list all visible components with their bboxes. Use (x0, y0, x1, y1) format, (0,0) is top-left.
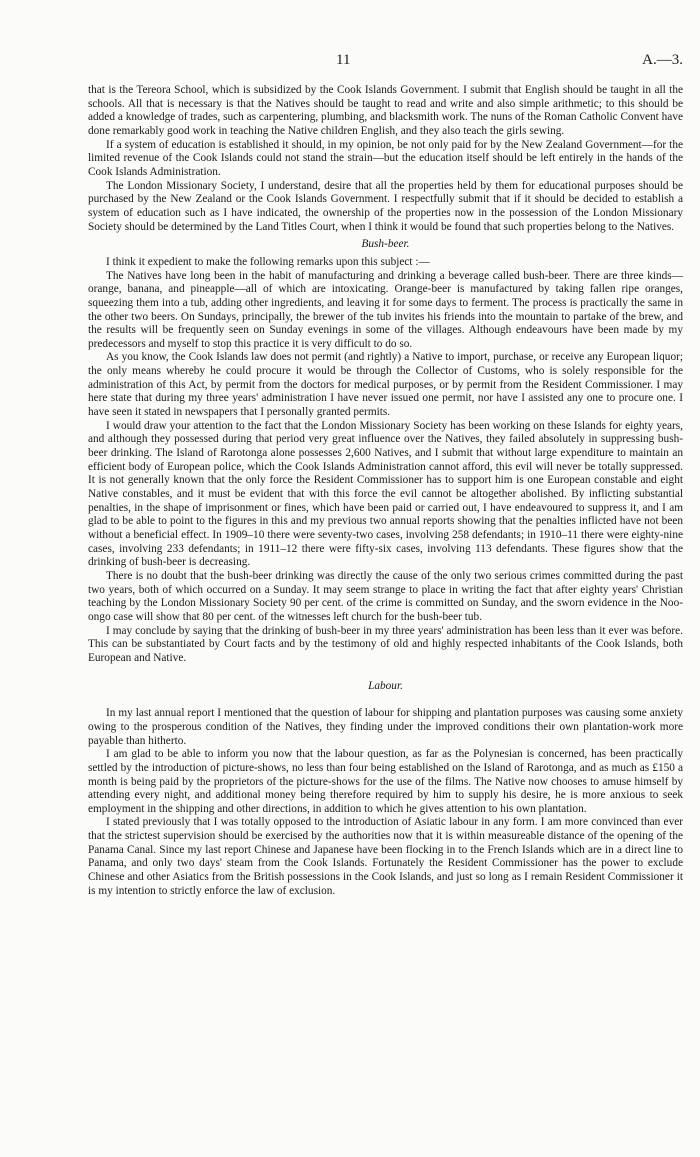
section-heading-bush-beer: Bush-beer. (361, 238, 410, 251)
document-reference: A.—3. (642, 52, 683, 68)
section-heading-labour: Labour. (368, 679, 403, 692)
paragraph: I think it expedient to make the following remarks upon this subject :— (106, 255, 430, 268)
body-text (88, 84, 683, 898)
paragraph: There is no doubt that the bush-beer drinking was directly the cause of the only two serious crimes committed during the past two years, both of which occurred on a Sunday. It may seem strange to place in writing the fact that after eighty years' Christian teaching by the London Missionary Society 90 per cent. of the crime is committed on Sunday, and the sworn evidence in the Noo-ongo case will show that 80 per cent. of the witnesses left church for the bush-beer tub. (88, 569, 683, 623)
paragraph: I am glad to be able to inform you now that the labour question, as far as the Polynesian is concerned, has been practically settled by the introduction of picture-shows, no less than four being established on the Island of Rarotonga, and as much as £150 a month is being paid by the proprietors of the picture-shows for the use of the films. The Native now chooses to amuse himself by attending every night, and additional money being therefore required by him to supply his desire, he is more anxious to seek employment in the shipping and other directions, in addition to which he gives attention to his own plantation. (88, 748, 683, 815)
page-header (88, 52, 683, 72)
paragraph: that is the Tereora School, which is subsidized by the Cook Islands Government. I submit that English should be taught in all the schools. All that is necessary is that the Natives should be taught to read and write and also simple arithmetic; to this should be added a knowledge of trades, such as carpentering, plumbing, and blacksmith work. The nuns of the Roman Catholic Convent have done remarkably good work in teaching the Native children English, and they also teach the girls sewing. (88, 84, 683, 137)
page-number: 11 (336, 52, 351, 68)
paragraph: As you know, the Cook Islands law does not permit (and rightly) a Native to import, purchase, or receive any European liquor; the only means whereby he could procure it would be through the Collector of Customs, who is solely responsible for the administration of this Act, by permit from the doctors for medical purposes, or by permit from the Resident Commissioner. I may here state that during my three years' administration I have never issued one permit, nor have I assisted any one to procure one. I have seen it stated in newspapers that I personally granted permits. (88, 351, 683, 419)
paragraph: The Natives have long been in the habit of manufacturing and drinking a beverage called bush-beer. There are three kinds—orange, banana, and pineapple—all of which are intoxicating. Orange-beer is manufactured by taking fallen ripe oranges, squeezing them into a tub, adding other ingredients, and leaving it for some days to ferment. The process is practically the same in the other two beers. On Sundays, principally, the brewer of the tub invites his friends into the mountain to partake of the brew, and the results will be frequently seen on Sunday evenings in some of the villages. Although endeavours have been made by my predecessors and myself to stop this practice it is very difficult to do so. (88, 269, 683, 350)
paragraph: I would draw your attention to the fact that the London Missionary Society has been working on these Islands for eighty years, and although they possessed during that period very great influence over the Natives, they failed absolutely in suppressing bush-beer drinking. The Island of Rarotonga alone possesses 2,600 Natives, and I submit that without large expenditure to maintain an efficient body of European police, which the Cook Islands Administration cannot afford, this evil will never be totally suppressed. It is not generally known that the only force the Resident Commissioner has to support him is one European constable and eight Native constables, and it must be evident that with this force the evil cannot be altogether abolished. By inflicting substantial penalties, in the shape of imprisonment or fines, which have been paid or carried out, I have endeavoured to suppress it, and I am glad to be able to point to the figures in this and my previous two annual reports showing that the penalties inflicted have not been without a beneficial effect. In 1909–10 there were seventy-two cases, involving 258 defendants; in 1910–11 there were eighty-nine cases, involving 233 defendants; in 1911–12 there were fifty-six cases, involving 113 defendants. These figures show that the drinking of bush-beer is decreasing. (88, 419, 683, 569)
section-gap (88, 666, 683, 676)
paragraph: If a system of education is established it should, in my opinion, be not only paid for by the New Zealand Government—for the limited revenue of the Cook Islands could not stand the strain—but the education itself should be left entirely in the hands of the Cook Islands Administration. (88, 138, 683, 178)
paragraph: In my last annual report I mentioned that the question of labour for shipping and plantation purposes was causing some anxiety owing to the prosperous condition of the Natives, they finding under the improved conditions their own plantation-work more payable than hitherto. (88, 707, 683, 747)
section-gap (88, 697, 683, 707)
paragraph: The London Missionary Society, I understand, desire that all the properties held by them for educational purposes should be purchased by the New Zealand or the Cook Islands Government. I respectfully submit that if it should be decided to establish a system of education such as I have indicated, the ownership of the properties now in the possession of the London Missionary Society should be determined by the Land Titles Court, when I think it would be found that such properties belong to the Natives. (88, 179, 683, 233)
paragraph: I may conclude by saying that the drinking of bush-beer in my three years' administration has been less than it ever was before. This can be substantiated by Court facts and by the testimony of old and highly respected inhabitants of the Cook Islands, both European and Native. (88, 624, 683, 664)
paragraph: I stated previously that I was totally opposed to the introduction of Asiatic labour in any form. I am more convinced than ever that the strictest supervision should be exercised by the authorities now that it is within measureable distance of the opening of the Panama Canal. Since my last report Chinese and Japanese have been flocking in to the French Islands which are in a direct line to Panama, and only two days' steam from the Cook Islands. Fortunately the Resident Commissioner has the power to exclude Chinese and other Asiatics from the British possessions in the Cook Islands, and just so long as I remain Resident Commissioner it is my intention to strictly enforce the law of exclusion. (88, 816, 683, 897)
